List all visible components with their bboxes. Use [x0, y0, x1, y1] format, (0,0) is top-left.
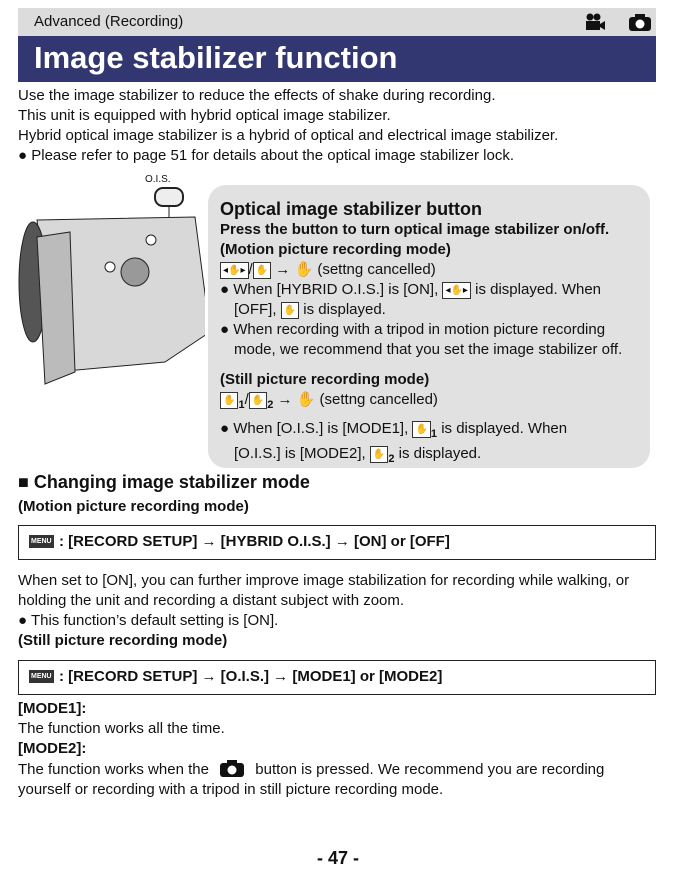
camcorder-drawing: [15, 172, 205, 392]
hybrid-ois-icon: ◂✋▸: [220, 262, 249, 279]
ois-icon: ✋: [253, 262, 271, 279]
section-label: Advanced (Recording): [34, 13, 184, 30]
still-camera-icon: [219, 759, 245, 777]
panel-heading: Optical image stabilizer button: [220, 199, 483, 219]
still-camera-icon: [628, 12, 652, 32]
ois-off-icon: ✋: [296, 391, 316, 408]
menu-path-ois: MENU : [RECORD SETUP] → [O.I.S.] → [MODE1] or [MODE2]: [18, 660, 656, 695]
hybrid-ois-icon: ◂✋▸: [442, 282, 471, 299]
section-heading: ■ Changing image stabilizer mode: [18, 472, 310, 492]
ois-off-icon: ✋: [294, 261, 314, 278]
camcorder-illustration: O.I.S.: [15, 172, 205, 392]
ois-mode1-icon: ✋: [412, 421, 430, 438]
ois-icon: ✋: [281, 302, 299, 319]
intro: Use the image stabilizer to reduce the effects of shake during recording. This unit is equipped with hybrid optical image stabilizer. Hybrid optical image stabilizer is a hybrid of optical and electrical image stabilizer. ● Please refer to page 51 for details about the optical image stabilizer lock.: [18, 87, 559, 164]
ois-mode2-icon: ✋: [249, 392, 267, 409]
menu-path-hybrid-ois: MENU : [RECORD SETUP] → [HYBRID O.I.S.] → [ON] or [OFF]: [18, 525, 656, 560]
movie-camera-icon: [584, 13, 606, 31]
section-header: [18, 8, 656, 36]
ois-button-panel: Optical image stabilizer button Press the button to turn optical image stabilizer on/off. (Motion picture recording mode) ◂✋▸ / ✋ → ✋ (settng cancelled) ● When [HYBRID O.I.S.] is [ON], ◂✋▸ is displayed. When [OFF], ✋ is displayed. ● When recording with a tripod in motion picture recording mode, we recommend that you set the image stabilizer off. (Still picture recording mode) ✋ $_1$/ ✋ $_2$ → ✋ (settng cancelled) ● When [O.I.S.] is [MODE1], ✋ $_1$ is displayed. When [O.I.S.] is [MODE2], ✋ $_2$ is displayed.: [208, 185, 650, 468]
ois-mode1-icon: ✋: [220, 392, 238, 409]
page-title: Image stabilizer function: [18, 36, 656, 82]
menu-icon: MENU: [29, 535, 54, 548]
menu-icon: MENU: [29, 670, 54, 683]
ois-mode2-icon: ✋: [370, 446, 388, 463]
page-number: - 47 -: [316, 848, 359, 868]
